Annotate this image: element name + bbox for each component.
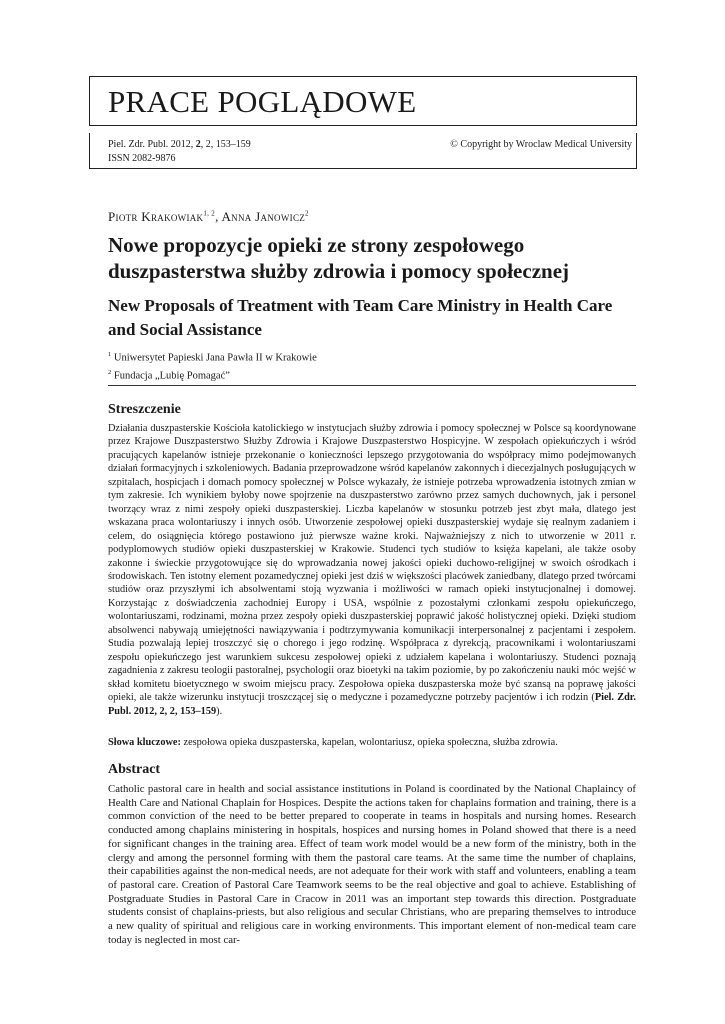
journal-issn: ISSN 2082-9876 bbox=[108, 152, 176, 164]
author-1-affiliation: 1, 2 bbox=[203, 209, 216, 218]
author-1: Piotr Krakowiak bbox=[108, 209, 204, 224]
streszczenie-heading: Streszczenie bbox=[108, 402, 181, 417]
author-separator: , bbox=[215, 209, 222, 224]
abstract-heading: Abstract bbox=[108, 762, 161, 777]
journal-citation bbox=[108, 138, 251, 165]
author-2-affiliation: 2 bbox=[305, 209, 309, 218]
streszczenie-body bbox=[108, 422, 636, 718]
divider-rule bbox=[108, 385, 636, 386]
title-polish bbox=[108, 232, 628, 284]
streszczenie-text: Działania duszpasterskie Kościoła katolickiego w instytucjach służby zdrowia i pomocy społecznej w Polsce są koordynowane przez Krajowe Duszpasterstwo Służby Zdrowia i Krajowe Duszpasterstwo Hospicyjne. W zespołach opiekuńczych i wśród pracujących kapelanów istnieje przekonanie o konieczności lepszego przygotowania do współpracy mimo podejmowanych działań formacyjnych i szkoleniowych. Badania przeprowadzone wśród kapelanów zakonnych i diecezjalnych posługujących w szpitalach, hospicjach i domach pomocy społecznej w Polsce wykazały, że istnieje potrzeba wprowadzenia istotnych zmian w tym zakresie. Ich wynikiem byłoby nowe spojrzenie na duszpasterstwo zarówno przez samych duchownych, jak i personel tworzący wraz z nimi zespoły opieki duszpasterskiej. Liczba kapelanów w stosunku potrzeb jest zbyt mała, dlatego jest wskazana praca wolontariuszy i innych osób. Utworzenie zespołowej opieki duszpasterskiej wydaje się realnym zadaniem i celem, do osiągnięcia którego postawiono już pierwsze ważne kroki. Najważniejszy z nich to utworzenie w 2011 r. podyplomowych studiów opieki duszpasterskiej w Krakowie. Studenci tych studiów to księża kapelani, ale także osoby zakonne i świeckie przygotowujące się do wprowadzania nowej jakości opieki duchowo-religijnej w swoich ośrodkach i środowiskach. Ten istotny element pozamedycznej opieki jest dziś w większości placówek zaniedbany, dlatego przed twórcami studiów oraz przyszłymi ich absolwentami stoją wyzwania i możliwości w ramach opieki instytucjonalnej i domowej. Korzystając z doświadczenia zachodniej Europy i USA, wspólnie z pozostałymi członkami zespołu opiekuńczego, wolontariuszami, rodzinami, można przez zespoły opieki duszpasterskiej poprawić jakość holistycznej opieki. Dzięki studiom absolwenci nabywają umiejętności nawiązywania i podtrzymywania komunikacji interpersonalnej z pacjentami i zespołem. Studia pozwalają lepiej troszczyć się o chorego i jego rodzinę. Współpraca z dyrekcją, pracownikami i wolontariuszami zespołu opiekuńczego jest warunkiem sukcesu zespołowej opieki z udziałem kapelana i wolontariuszy. Studenci poznają zagadnienia z zakresu teologii pastoralnej, psychologii oraz bioetyki na takim poziomie, by po zakończeniu nauki móc wejść w skład komitetu bioetycznego w swoim miejscu pracy. Zespołowa opieka duszpasterska może być szansą na poprawę jakości opieki, ale także wizerunku instytucji troszczącej się o medyczne i pozamedyczne potrzeby pacjentów i ich rodzin ( bbox=[108, 423, 636, 704]
affiliation-2 bbox=[108, 366, 317, 384]
keywords-text: zespołowa opieka duszpasterska, kapelan, wolontariusz, opieka społeczna, służba zdrowia. bbox=[180, 737, 558, 748]
journal-volume: 2 bbox=[195, 139, 201, 150]
title-polish-line-2: duszpasterstwa służby zdrowia i pomocy społecznej bbox=[108, 259, 570, 283]
title-english-line-2: and Social Assistance bbox=[108, 320, 262, 339]
title-english bbox=[108, 294, 628, 342]
authors-line bbox=[108, 209, 309, 225]
section-title: PRACE POGLĄDOWE bbox=[108, 84, 417, 119]
keywords-label: Słowa kluczowe: bbox=[108, 737, 181, 748]
copyright-notice: © Copyright by Wroclaw Medical University bbox=[450, 139, 632, 150]
affiliation-1-text: Uniwersytet Papieski Jana Pawła II w Krakowie bbox=[111, 352, 317, 364]
affiliation-1-marker: 1 bbox=[108, 351, 112, 358]
journal-line-1 bbox=[108, 138, 251, 152]
title-polish-line-1: Nowe propozycje opieki ze strony zespołowego bbox=[108, 233, 525, 257]
title-english-line-1: New Proposals of Treatment with Team Care Ministry in Health Care bbox=[108, 296, 613, 315]
section-header-box bbox=[89, 76, 637, 126]
author-2: Anna Janowicz bbox=[221, 209, 306, 224]
affiliation-1 bbox=[108, 348, 317, 366]
affiliation-2-text: Fundacja „Lubię Pomagać” bbox=[111, 370, 230, 381]
journal-line-1-suffix: , 2, 153–159 bbox=[200, 139, 251, 150]
journal-line-1-prefix: Piel. Zdr. Publ. 2012, bbox=[108, 139, 196, 150]
streszczenie-citation: Piel. Zdr. Publ. 2012, 2, 2, 153–159 bbox=[108, 692, 636, 717]
journal-meta-box bbox=[89, 133, 637, 169]
affiliations bbox=[108, 348, 317, 383]
abstract-body: Catholic pastoral care in health and social assistance institutions in Poland is coordinated by the National Chaplaincy of Health Care and National Chaplain for Hospices. Despite the actions taken for chaplains formation and training, there is a common conviction of the need to be better prepared to cooperate in teams in hospitals and nursing homes. Research conducted among chaplains ministering in hospitals, hospices and nursing homes in Poland showed that there is a need for significant changes in the training area. Effect of team work model would be a new form of the ministry, both in the clergy and among the personnel forming with them the pastoral care teams. At the same time the number of chaplains, their capabilities against the non-medical needs, are not adequate for their work with staff and volunteers, enabling a team of pastoral care. Creation of Pastoral Care Teamwork seems to be the real objective and goal to achieve. Establishing of Postgraduate Studies in Pastoral Care in Cracow in 2011 was an important step towards this direction. Postgraduate students consist of chaplains-priests, but also religious and secular Christians, who are preparing themselves to introduce a new quality of spiritual and religious care in working environments. This important element of non-medical team care today is neglected in most car- bbox=[108, 783, 636, 946]
streszczenie-closing: ). bbox=[216, 705, 223, 717]
keywords-line bbox=[108, 736, 636, 749]
affiliation-2-marker: 2 bbox=[108, 368, 112, 376]
